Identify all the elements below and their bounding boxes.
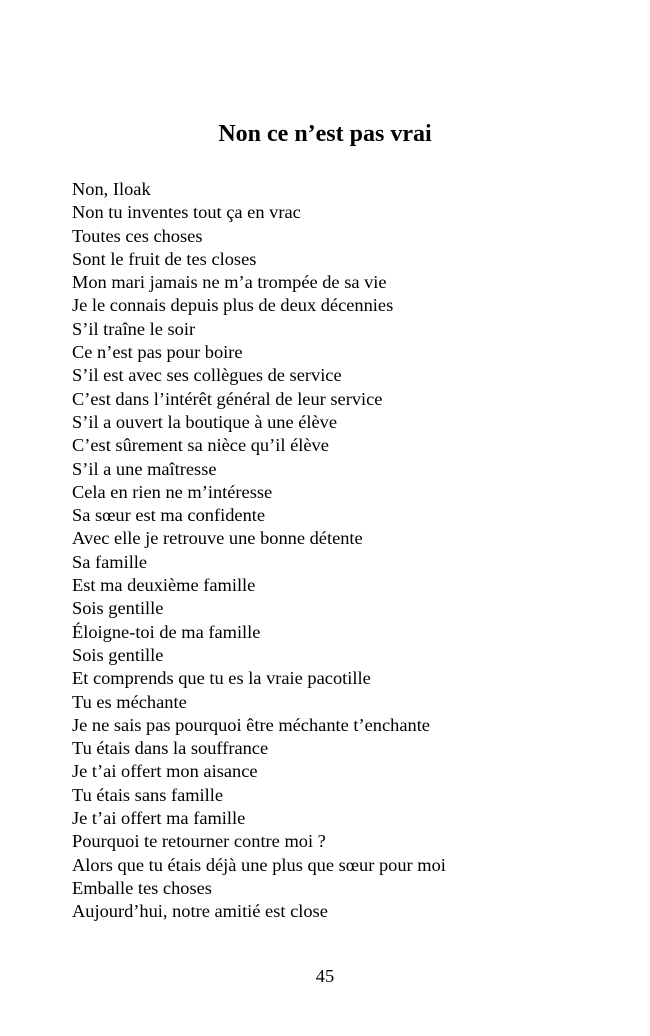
poem-line: Je le connais depuis plus de deux décennies — [72, 295, 394, 316]
poem-line: Sont le fruit de tes closes — [72, 248, 257, 269]
poem-line: Sois gentille — [72, 644, 164, 665]
poem-line: Emballe tes choses — [72, 877, 212, 898]
poem-line: Tu étais sans famille — [72, 784, 224, 805]
page-number: 45 — [315, 966, 335, 986]
poem-line: Pourquoi te retourner contre moi ? — [72, 831, 326, 852]
poem-line: S’il est avec ses collègues de service — [72, 365, 342, 386]
poem-line: S’il a une maîtresse — [72, 458, 217, 479]
poem-line: Mon mari jamais ne m’a trompée de sa vie — [72, 272, 387, 293]
poem-line: Je t’ai offert mon aisance — [72, 761, 258, 782]
poem-line: S’il a ouvert la boutique à une élève — [72, 411, 338, 432]
page-title: Non ce n’est pas vrai — [218, 121, 432, 147]
poem-line: Je t’ai offert ma famille — [72, 808, 246, 829]
poem-line: Toutes ces choses — [72, 225, 203, 246]
poem-line: Avec elle je retrouve une bonne détente — [72, 528, 363, 549]
poem-line: Sa sœur est ma confidente — [72, 505, 266, 526]
poem-line: Non, Iloak — [72, 179, 151, 199]
poem-line: C’est dans l’intérêt général de leur service — [72, 388, 383, 409]
poem-line: Tu es méchante — [72, 691, 187, 712]
poem-line: Et comprends que tu es la vraie pacotille — [72, 668, 371, 689]
poem-line: Sois gentille — [72, 598, 164, 619]
poem-body — [72, 178, 632, 924]
poem-line: Sa famille — [72, 551, 148, 572]
poem-line: Tu étais dans la souffrance — [72, 738, 269, 759]
poem-line: Je ne sais pas pourquoi être méchante t’enchante — [72, 714, 430, 735]
poem-line: Aujourd’hui, notre amitié est close — [72, 901, 328, 922]
poem-line: Est ma deuxième famille — [72, 575, 256, 596]
poem-line: Ce n’est pas pour boire — [72, 342, 243, 363]
poem-line: Alors que tu étais déjà une plus que sœur pour moi — [72, 854, 446, 875]
poem-line: Cela en rien ne m’intéresse — [72, 481, 273, 502]
poem-line: Non tu inventes tout ça en vrac — [72, 202, 301, 223]
poem-line: Éloigne-toi de ma famille — [72, 621, 261, 642]
poem-line: S’il traîne le soir — [72, 318, 196, 339]
poem-line: C’est sûrement sa nièce qu’il élève — [72, 435, 329, 456]
